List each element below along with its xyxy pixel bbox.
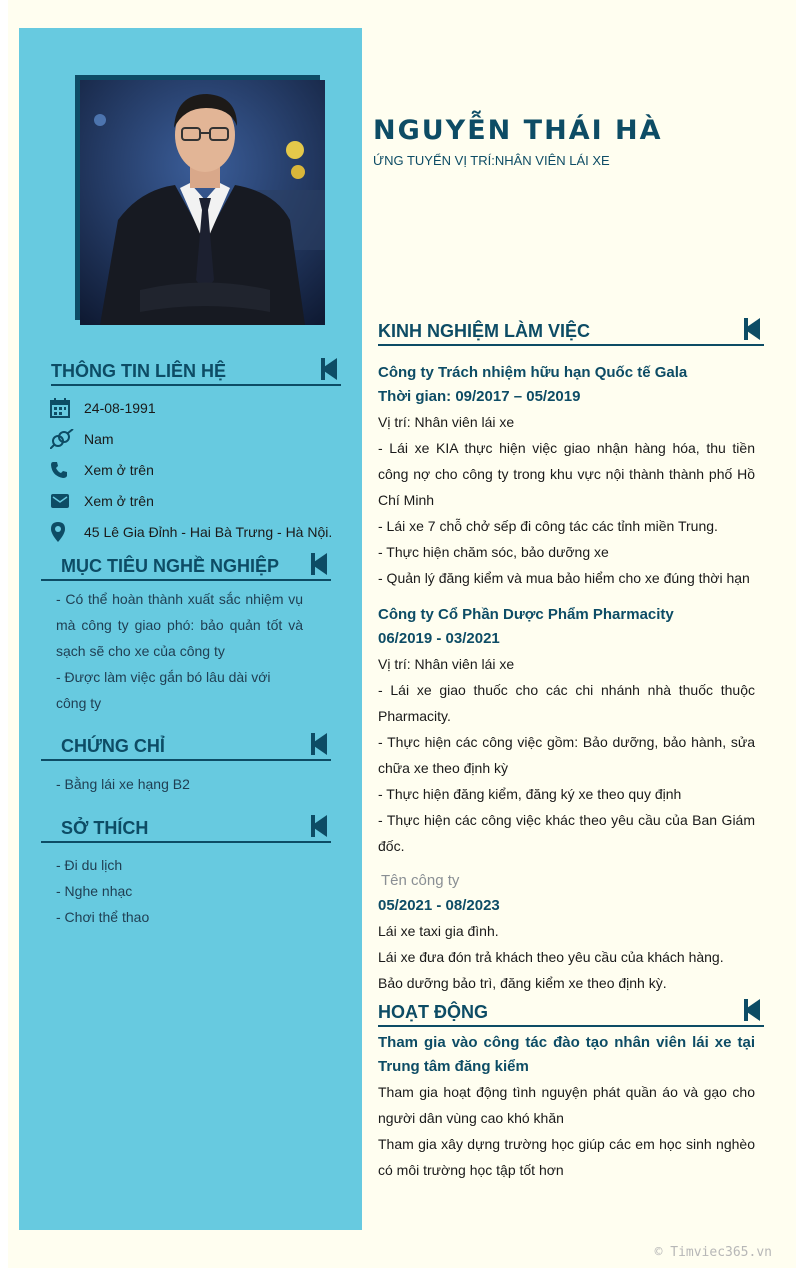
job-line: - Lái xe KIA thực hiện việc giao nhận hàng hóa, thu tiền công nợ cho công ty trong khu vực nội thành thành phố Hồ Chí Minh: [378, 440, 755, 508]
certificates-list: [56, 771, 303, 797]
activities-section-header: [378, 999, 764, 1027]
objective-line: - Được làm việc gắn bó lâu dài với công ty: [56, 669, 271, 711]
hobby-item: - Nghe nhạc: [56, 883, 133, 899]
job-company: Công ty Cổ Phần Dược Phẩm Pharmacity: [378, 606, 674, 623]
job-period: Thời gian: 09/2017 – 05/2019: [378, 388, 581, 405]
job-line: - Thực hiện chăm sóc, bảo dưỡng xe: [378, 544, 609, 560]
experience-section-header: [378, 318, 764, 346]
certificate-item: - Bằng lái xe hạng B2: [56, 776, 190, 792]
objective-line: - Có thể hoàn thành xuất sắc nhiệm vụ mà công ty giao phó: bảo quản tốt và sạch sẽ cho xe của công ty: [56, 591, 303, 659]
contact-address: [50, 521, 332, 543]
job-line: Vị trí: Nhân viên lái xe: [378, 656, 515, 672]
email-value: Xem ở trên: [84, 493, 154, 509]
certificates-section-title: CHỨNG CHỈ: [61, 736, 165, 756]
hobby-item: - Chơi thể thao: [56, 909, 150, 925]
job-line: - Thực hiện các công việc gồm: Bảo dưỡng, bảo hành, sửa chữa xe theo định kỳ: [378, 734, 755, 776]
flag-icon: [311, 553, 327, 575]
job-description: [378, 409, 755, 591]
certificates-section-header: [41, 733, 331, 761]
hobby-item: - Đi du lịch: [56, 857, 123, 873]
job-description: [378, 918, 755, 996]
candidate-name: NGUYỄN THÁI HÀ: [373, 115, 663, 146]
job-description: [378, 651, 755, 859]
activity-heading: Tham gia vào công tác đào tạo nhân viên lái xe tại Trung tâm đăng kiểm: [378, 1034, 755, 1075]
contact-section-header: [51, 358, 341, 386]
applied-position: ỨNG TUYỂN VỊ TRÍ:NHÂN VIÊN LÁI XE: [373, 153, 610, 168]
flag-icon: [311, 815, 327, 837]
phone-icon: [50, 460, 74, 480]
hobbies-section-title: SỞ THÍCH: [61, 818, 149, 838]
contact-email: [50, 490, 154, 512]
contact-phone: [50, 459, 154, 481]
job-line: Bảo dưỡng bảo trì, đăng kiểm xe theo định kỳ.: [378, 975, 667, 991]
contact-section-title: THÔNG TIN LIÊN HỆ: [51, 361, 226, 381]
gender-icon: [50, 429, 74, 449]
hobbies-list: [56, 852, 303, 930]
job-company: Công ty Trách nhiệm hữu hạn Quốc tế Gala: [378, 364, 688, 381]
gender-value: Nam: [84, 431, 114, 447]
job-line: - Quản lý đăng kiểm và mua bảo hiểm cho xe đúng thời hạn: [378, 570, 750, 586]
job-line: - Lái xe giao thuốc cho các chi nhánh nhà thuốc thuộc Pharmacity.: [378, 682, 755, 724]
activity-description: [378, 1079, 755, 1183]
flag-icon: [744, 318, 760, 340]
experience-section-title: KINH NGHIỆM LÀM VIỆC: [378, 321, 591, 341]
job-line: Vị trí: Nhân viên lái xe: [378, 414, 515, 430]
location-pin-icon: [50, 522, 74, 542]
job-company-placeholder: Tên công ty: [381, 872, 460, 889]
email-icon: [50, 491, 74, 511]
flag-icon: [311, 733, 327, 755]
phone-value: Xem ở trên: [84, 462, 154, 478]
birthday-value: 24-08-1991: [84, 400, 156, 416]
job-line: - Thực hiện đăng kiểm, đăng ký xe theo quy định: [378, 786, 682, 802]
address-value: 45 Lê Gia Đỉnh - Hai Bà Trưng - Hà Nội.: [84, 524, 333, 540]
activity-line: Tham gia xây dựng trường học giúp các em học sinh nghèo có môi trường học tập tốt hơn: [378, 1136, 755, 1178]
objective-section-header: [41, 553, 331, 581]
job-line: - Lái xe 7 chỗ chở sếp đi công tác các tỉnh miền Trung.: [378, 518, 718, 534]
hobbies-section-header: [41, 815, 331, 843]
activities-section-title: HOẠT ĐỘNG: [378, 1002, 488, 1022]
job-line: Lái xe taxi gia đình.: [378, 923, 499, 939]
contact-gender: [50, 428, 114, 450]
activity-line: Tham gia hoạt động tình nguyện phát quần áo và gạo cho người dân vùng cao khó khăn: [378, 1084, 755, 1126]
job-line: - Thực hiện các công việc khác theo yêu cầu của Ban Giám đốc.: [378, 812, 755, 854]
job-line: Lái xe đưa đón trả khách theo yêu cầu của khách hàng.: [378, 949, 724, 965]
job-period: 06/2019 - 03/2021: [378, 630, 500, 647]
job-period: 05/2021 - 08/2023: [378, 897, 500, 914]
avatar-photo: [80, 80, 325, 325]
contact-birthday: [50, 397, 156, 419]
copyright-watermark: © Timviec365.vn: [654, 1245, 772, 1260]
objective-text: [56, 586, 303, 716]
flag-icon: [321, 358, 337, 380]
objective-section-title: MỤC TIÊU NGHỀ NGHIỆP: [61, 556, 280, 576]
flag-icon: [744, 999, 760, 1021]
calendar-icon: [50, 398, 74, 418]
